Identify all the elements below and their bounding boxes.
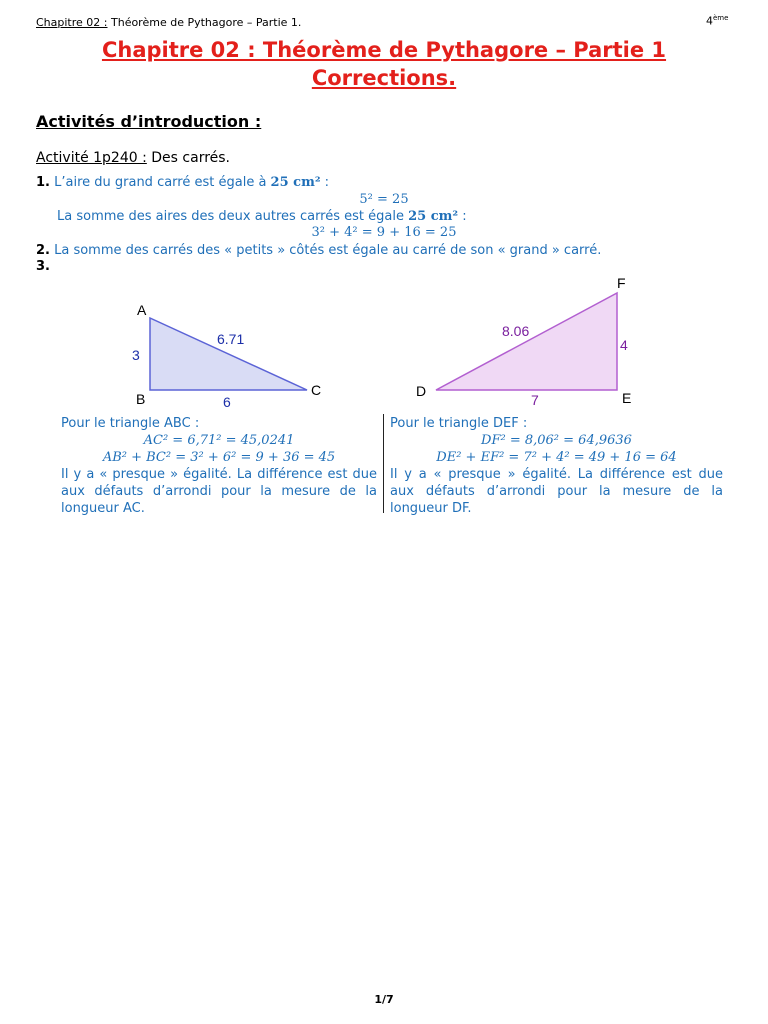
triangle-abc-shape [150, 318, 307, 390]
activity-label: Activité 1p240 : [36, 150, 147, 166]
side-de-label: 7 [531, 392, 539, 408]
activity-heading [36, 150, 230, 166]
item-1-equation: 5² = 25 [359, 192, 409, 207]
vertex-a-label: A [137, 302, 147, 318]
item-1-equation-2: 3² + 4² = 9 + 16 = 25 [311, 225, 457, 240]
title-line-1: Chapitre 02 : Théorème de Pythagore – Partie 1 [101, 38, 667, 62]
left-column [61, 415, 377, 517]
item-1-number: 1. [36, 175, 50, 190]
right-conclusion: Il y a « presque » égalité. La différence est due aux défauts d’arrondi pour la mesure de la longueur DF. [390, 467, 723, 516]
header-level: 4ème [706, 14, 729, 28]
triangle-def [416, 275, 631, 408]
item-1-line: 1. L’aire du grand carré est égale à 25 cm² : [36, 175, 330, 190]
vertex-b-label: B [136, 391, 146, 407]
page-number: 1/7 [374, 993, 394, 1006]
side-bc-label: 6 [223, 394, 231, 410]
section-heading: Activités d’introduction : [36, 112, 262, 131]
triangles-figure [0, 270, 768, 415]
page-header [36, 16, 301, 29]
item-3-number: 3. [36, 259, 50, 274]
side-ac-label: 6.71 [217, 331, 245, 347]
right-equation-1: DF² = 8,06² = 64,9636 [481, 433, 632, 448]
vertex-f-label: F [617, 275, 626, 291]
right-equation-2: DE² + EF² = 7² + 4² = 49 + 16 = 64 [436, 450, 677, 465]
triangle-abc [132, 302, 321, 410]
right-intro: Pour le triangle DEF : [390, 416, 528, 431]
vertex-e-label: E [622, 390, 632, 406]
right-column [390, 415, 723, 517]
side-ab-label: 3 [132, 347, 140, 363]
header-chapter-label: Chapitre 02 : [36, 16, 108, 29]
left-conclusion: Il y a « presque » égalité. La différence est due aux défauts d’arrondi pour la mesure de la longueur AC. [61, 467, 377, 516]
activity-subtitle: Des carrés. [146, 150, 231, 166]
page-title [0, 36, 768, 92]
column-divider [383, 414, 384, 513]
header-chapter-title: Théorème de Pythagore – Partie 1. [107, 16, 302, 29]
side-df-label: 8.06 [502, 323, 530, 339]
left-intro: Pour le triangle ABC : [61, 416, 200, 431]
title-line-2: Corrections. [311, 66, 457, 90]
vertex-d-label: D [416, 383, 427, 399]
vertex-c-label: C [311, 382, 322, 398]
side-ef-label: 4 [620, 337, 628, 353]
left-equation-2: AB² + BC² = 3² + 6² = 9 + 36 = 45 [102, 450, 336, 465]
triangle-def-shape [436, 293, 617, 390]
item-2-line: 2. La somme des carrés des « petits » côtés est égale au carré de son « grand » carré. [36, 243, 602, 258]
item-1-line-2: La somme des aires des deux autres carrés est égale 25 cm² : [57, 209, 467, 224]
item-2-number: 2. [36, 243, 50, 258]
left-equation-1: AC² = 6,71² = 45,0241 [143, 433, 295, 448]
